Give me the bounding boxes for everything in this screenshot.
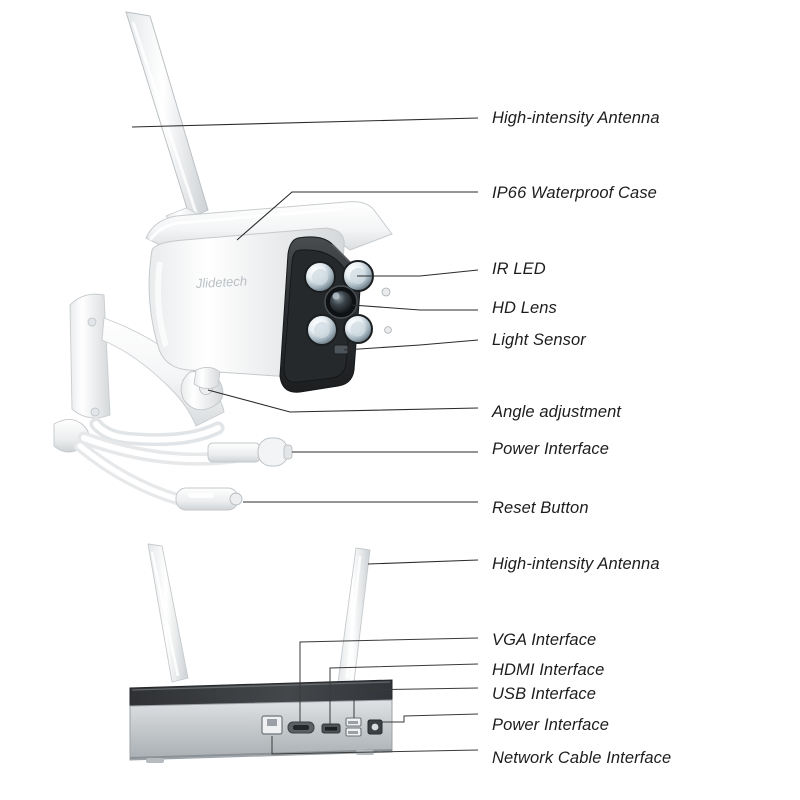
label-hdmi-interface: HDMI Interface [492, 661, 605, 679]
label-hd-lens: HD Lens [492, 299, 557, 317]
vga-port-art [288, 722, 314, 733]
nvr-art [130, 544, 392, 763]
camera-body-art [146, 202, 392, 393]
label-ir-led: IR LED [492, 260, 546, 278]
label-nvr-power-interface: Power Interface [492, 716, 610, 734]
label-antenna: High-intensity Antenna [492, 109, 660, 127]
hdmi-port-art [322, 724, 340, 733]
network-port-art [262, 716, 282, 734]
brand-text: Jlidetech [195, 273, 248, 291]
label-power-interface: Power Interface [492, 440, 610, 458]
hd-lens-art [325, 286, 357, 318]
label-light-sensor: Light Sensor [492, 331, 586, 349]
label-vga-interface: VGA Interface [492, 631, 597, 649]
label-usb-interface: USB Interface [492, 685, 597, 703]
label-network-cable-interface: Network Cable Interface [492, 749, 672, 767]
label-angle-adjustment: Angle adjustment [492, 403, 622, 421]
label-waterproof-case: IP66 Waterproof Case [492, 184, 657, 202]
label-reset-button: Reset Button [492, 499, 589, 517]
reset-button-art [176, 488, 242, 510]
nvr-power-port-art [368, 720, 382, 734]
power-interface-art [208, 438, 292, 466]
label-nvr-antenna: High-intensity Antenna [492, 555, 660, 573]
camera-cables-art [54, 419, 292, 510]
